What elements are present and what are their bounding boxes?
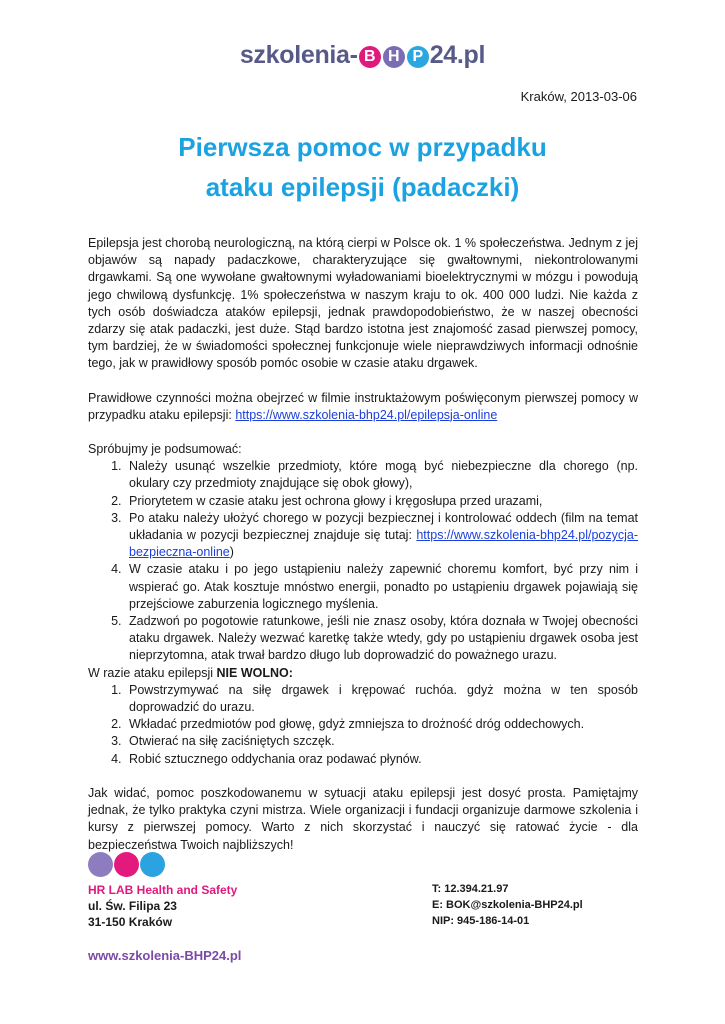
brand-logo xyxy=(0,40,725,70)
intro-paragraph: Epilepsja jest chorobą neurologiczną, na którą cierpi w Polsce ok. 1 % społeczeństwa. Jednym z jej objawów są napady padaczkowe, charakteryzujące się gwałtownymi, niekontrolowanymi drgawkami. Są one wywołane gwałtownymi wyładowaniami bioelektrycznymi w mózgu i powodują jego chwilową dysfunkcję. 1% społeczeństwa w naszym kraju to ok. 400 000 ludzi. Nie każda z tych osób doświadcza ataków epilepsji, jednak prawdopodobieństwo, że w naszej obecności zdarzy się atak padaczki, jest duże. Stąd bardzo istotna jest znajomość zasad pierwszej pomocy, tym bardziej, że w świadomości społecznej funkcjonuje wiele nieprawdziwych informacji odnośnie tego, jak w prawidłowy sposób pomóc osobie w czasie ataku drgawek. xyxy=(88,236,638,371)
warning-heading xyxy=(88,665,638,682)
footer-logo-circles xyxy=(88,852,166,878)
title-line-1: Pierwsza pomoc w przypadku xyxy=(178,132,547,162)
company-address xyxy=(88,882,237,930)
purple-circle-icon xyxy=(88,852,113,877)
list-item: 1. Należy usunąć wszelkie przedmioty, które mogą być niebezpieczne dla chorego (np. okulary czy przedmioty znajdujące się obok głowy), xyxy=(125,458,638,492)
video-link[interactable]: https://www.szkolenia-bhp24.pl/epilepsja-online xyxy=(235,407,498,422)
warning-prefix: W razie ataku epilepsji xyxy=(88,665,217,680)
title-line-2: ataku epilepsji (padaczki) xyxy=(205,172,520,202)
list-item: 2. Wkładać przedmiotów pod głowę, gdyż zmniejsza to drożność dróg oddechowych. xyxy=(125,716,638,733)
company-street: ul. Św. Filipa 23 xyxy=(88,899,177,913)
logo-letter-h: H xyxy=(383,46,405,68)
list-item: 4. W czasie ataku i po jego ustąpieniu należy zapewnić choremu komfort, być przy nim i wspierać go. Atak kosztuje mnóstwo energii, ponadto po ustąpieniu drgawek pojawiają się przejściowe zaburzenia logicznego myślenia. xyxy=(125,561,638,613)
summary-lead: Spróbujmy je podsumować: xyxy=(88,442,242,457)
website-link[interactable]: www.szkolenia-BHP24.pl xyxy=(88,948,242,963)
list-item: 1. Powstrzymywać na siłę drgawek i krępować ruchóa. gdyż można w ten sposób doprowadzić do urazu. xyxy=(125,682,638,716)
list-item xyxy=(125,510,638,562)
page-title xyxy=(0,127,725,207)
list-item: 4. Robić sztucznego oddychania oraz podawać płynów. xyxy=(125,751,638,768)
list-item: 5. Zadzwoń po pogotowie ratunkowe, jeśli nie znasz osoby, która doznała w Twojej obecności ataku drgawek. Należy wezwać karetkę także wtedy, gdy po ustąpieniu drgawek osoba jest nieprzytomna, atak trwał bardzo długo lub doprowadzić do poważnego urazu. xyxy=(125,613,638,665)
article-body xyxy=(88,235,638,871)
first-aid-steps-list xyxy=(88,458,638,664)
company-city: 31-150 Kraków xyxy=(88,915,173,929)
list-item: 2. Priorytetem w czasie ataku jest ochrona głowy i kręgosłupa przed urazami, xyxy=(125,493,638,510)
company-name: HR LAB Health and Safety xyxy=(88,883,238,897)
magenta-circle-icon xyxy=(114,852,139,877)
logo-letter-b: B xyxy=(359,46,381,68)
recovery-position-link[interactable]: https://www.szkolenia-bhp24.pl/pozycja-bezpieczna-online xyxy=(129,528,638,560)
dont-list xyxy=(88,682,638,768)
contact-nip: NIP: 945-186-14-01 xyxy=(432,915,530,927)
blue-circle-icon xyxy=(140,852,165,877)
step-3-text: Po ataku należy ułożyć chorego w pozycji bezpiecznej i kontrolować oddech (film na temat układania w pozycji bezpiecznej znajduje się tutaj: xyxy=(129,510,638,543)
contact-phone: T: 12.394.21.97 xyxy=(432,883,509,895)
warning-bold: NIE WOLNO: xyxy=(216,665,293,680)
logo-letter-p: P xyxy=(407,46,429,68)
document-date: Kraków, 2013-03-06 xyxy=(520,89,637,104)
contact-email: E: BOK@szkolenia-BHP24.pl xyxy=(432,899,583,911)
step-3-end: ) xyxy=(229,545,234,560)
logo-suffix: 24.pl xyxy=(429,41,486,69)
contact-info xyxy=(432,881,583,929)
video-paragraph xyxy=(88,390,638,424)
footer xyxy=(88,852,637,972)
video-text: Prawidłowe czynności można obejrzeć w filmie instruktażowym poświęconym pierwszej pomocy w przypadku ataku epilepsji: xyxy=(88,390,638,422)
list-item: 3. Otwierać na siłę zaciśniętych szczęk. xyxy=(125,733,638,750)
closing-paragraph: Jak widać, pomoc poszkodowanemu w sytuacji ataku epilepsji jest dosyć prosta. Pamiętajmy jednak, że tylko praktyka czyni mistrza. Wiele organizacji i fundacji organizuje darmowe szkolenia i kursy z pierwszej pomocy. Warto z nich skorzystać i nauczyć się ratować życie - dla bezpieczeństwa Twoich najbliższych! xyxy=(88,785,638,852)
logo-prefix: szkolenia- xyxy=(239,41,358,69)
